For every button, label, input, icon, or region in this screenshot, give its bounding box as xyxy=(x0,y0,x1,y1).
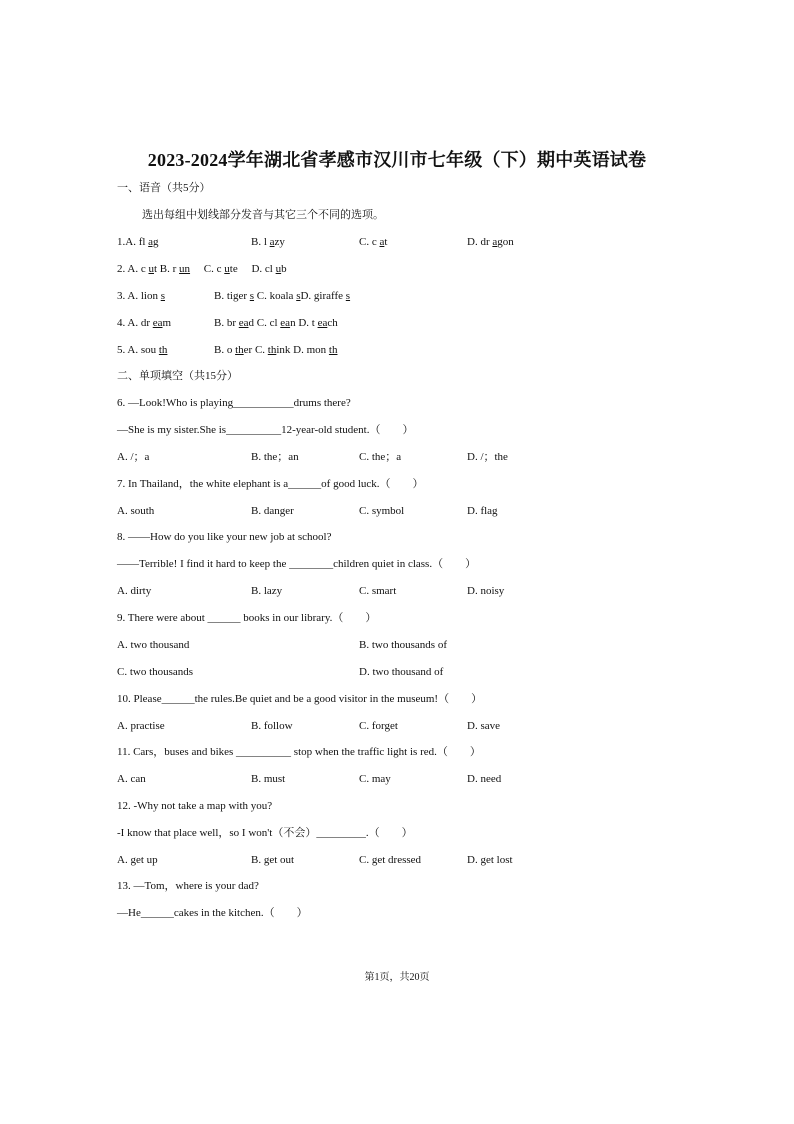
q2-options: 2. A. c ut B. r un C. c ute D. cl ub xyxy=(117,263,287,275)
question-13-line2: —He______cakes in the kitchen.（ ） xyxy=(117,907,308,919)
q6-option-d: D. /；the xyxy=(467,451,508,463)
question-6: 6. —Look!Who is playing___________drums there? xyxy=(117,397,351,409)
question-11: 11. Cars，buses and bikes __________ stop when the traffic light is red.（ ） xyxy=(117,746,481,758)
q10-option-d: D. save xyxy=(467,720,500,732)
q4-options-bcd: B. br ead C. cl ean D. t each xyxy=(214,317,338,329)
page-footer: 第1页，共20页 xyxy=(364,972,430,983)
q8-option-a: A. dirty xyxy=(117,585,152,597)
q9-option-c: C. two thousands xyxy=(117,666,194,678)
section-heading: 二、单项填空（共15分） xyxy=(117,370,238,382)
question-12: 12. -Why not take a map with you? xyxy=(117,800,273,812)
q6-option-b: B. the；an xyxy=(251,451,299,463)
q10-option-c: C. forget xyxy=(359,720,398,732)
q8-option-d: D. noisy xyxy=(467,585,505,597)
question-6-line2: —She is my sister.She is__________12-year-old student.（ ） xyxy=(117,424,414,436)
q7-option-c: C. symbol xyxy=(359,505,405,517)
q5-option-a: 5. A. sou th xyxy=(117,344,168,356)
q7-option-a: A. south xyxy=(117,505,155,517)
q11-option-c: C. may xyxy=(359,773,391,785)
section-heading: 一、语音（共5分） xyxy=(117,182,211,194)
question-8: 8. ——How do you like your new job at school? xyxy=(117,531,332,543)
q6-option-a: A. /；a xyxy=(117,451,150,463)
question-7: 7. In Thailand，the white elephant is a______of good luck.（ ） xyxy=(117,478,424,490)
q5-options-bcd: B. o ther C. think D. mon th xyxy=(214,344,338,356)
q9-option-d: D. two thousand of xyxy=(359,666,444,678)
q12-option-a: A. get up xyxy=(117,854,158,866)
q10-option-a: A. practise xyxy=(117,720,165,732)
question-9: 9. There were about ______ books in our library.（ ） xyxy=(117,612,377,624)
q11-option-b: B. must xyxy=(251,773,286,785)
q10-option-b: B. follow xyxy=(251,720,293,732)
q12-option-c: C. get dressed xyxy=(359,854,422,866)
q7-option-d: D. flag xyxy=(467,505,498,517)
page-title: 2023-2024学年湖北省孝感市汉川市七年级（下）期中英语试卷 xyxy=(147,150,647,170)
q1-option-b: B. l azy xyxy=(251,236,285,248)
q6-option-c: C. the；a xyxy=(359,451,402,463)
question-10: 10. Please______the rules.Be quiet and be a good visitor in the museum!（ ） xyxy=(117,693,483,705)
q1-option-c: C. c at xyxy=(359,236,388,248)
q9-option-a: A. two thousand xyxy=(117,639,190,651)
q9-option-b: B. two thousands of xyxy=(359,639,447,651)
instruction: 选出每组中划线部分发音与其它三个不同的选项。 xyxy=(142,209,384,221)
q3-options-bcd: B. tiger s C. koala sD. giraffe s xyxy=(214,290,351,302)
q1-option-a: 1.A. fl ag xyxy=(117,236,159,248)
q12-option-d: D. get lost xyxy=(467,854,513,866)
q8-option-c: C. smart xyxy=(359,585,397,597)
question-8-line2: ——Terrible! I find it hard to keep the ________children quiet in class.（ ） xyxy=(117,558,477,570)
q3-option-a: 3. A. lion s xyxy=(117,290,165,302)
q12-option-b: B. get out xyxy=(251,854,295,866)
q4-option-a: 4. A. dr eam xyxy=(117,317,172,329)
q11-option-a: A. can xyxy=(117,773,146,785)
q7-option-b: B. danger xyxy=(251,505,294,517)
q8-option-b: B. lazy xyxy=(251,585,283,597)
q1-option-d: D. dr agon xyxy=(467,236,514,248)
question-12-line2: -I know that place well，so I won't（不会）_________.（ ） xyxy=(117,827,413,839)
question-13: 13. —Tom，where is your dad? xyxy=(117,880,259,892)
q11-option-d: D. need xyxy=(467,773,502,785)
